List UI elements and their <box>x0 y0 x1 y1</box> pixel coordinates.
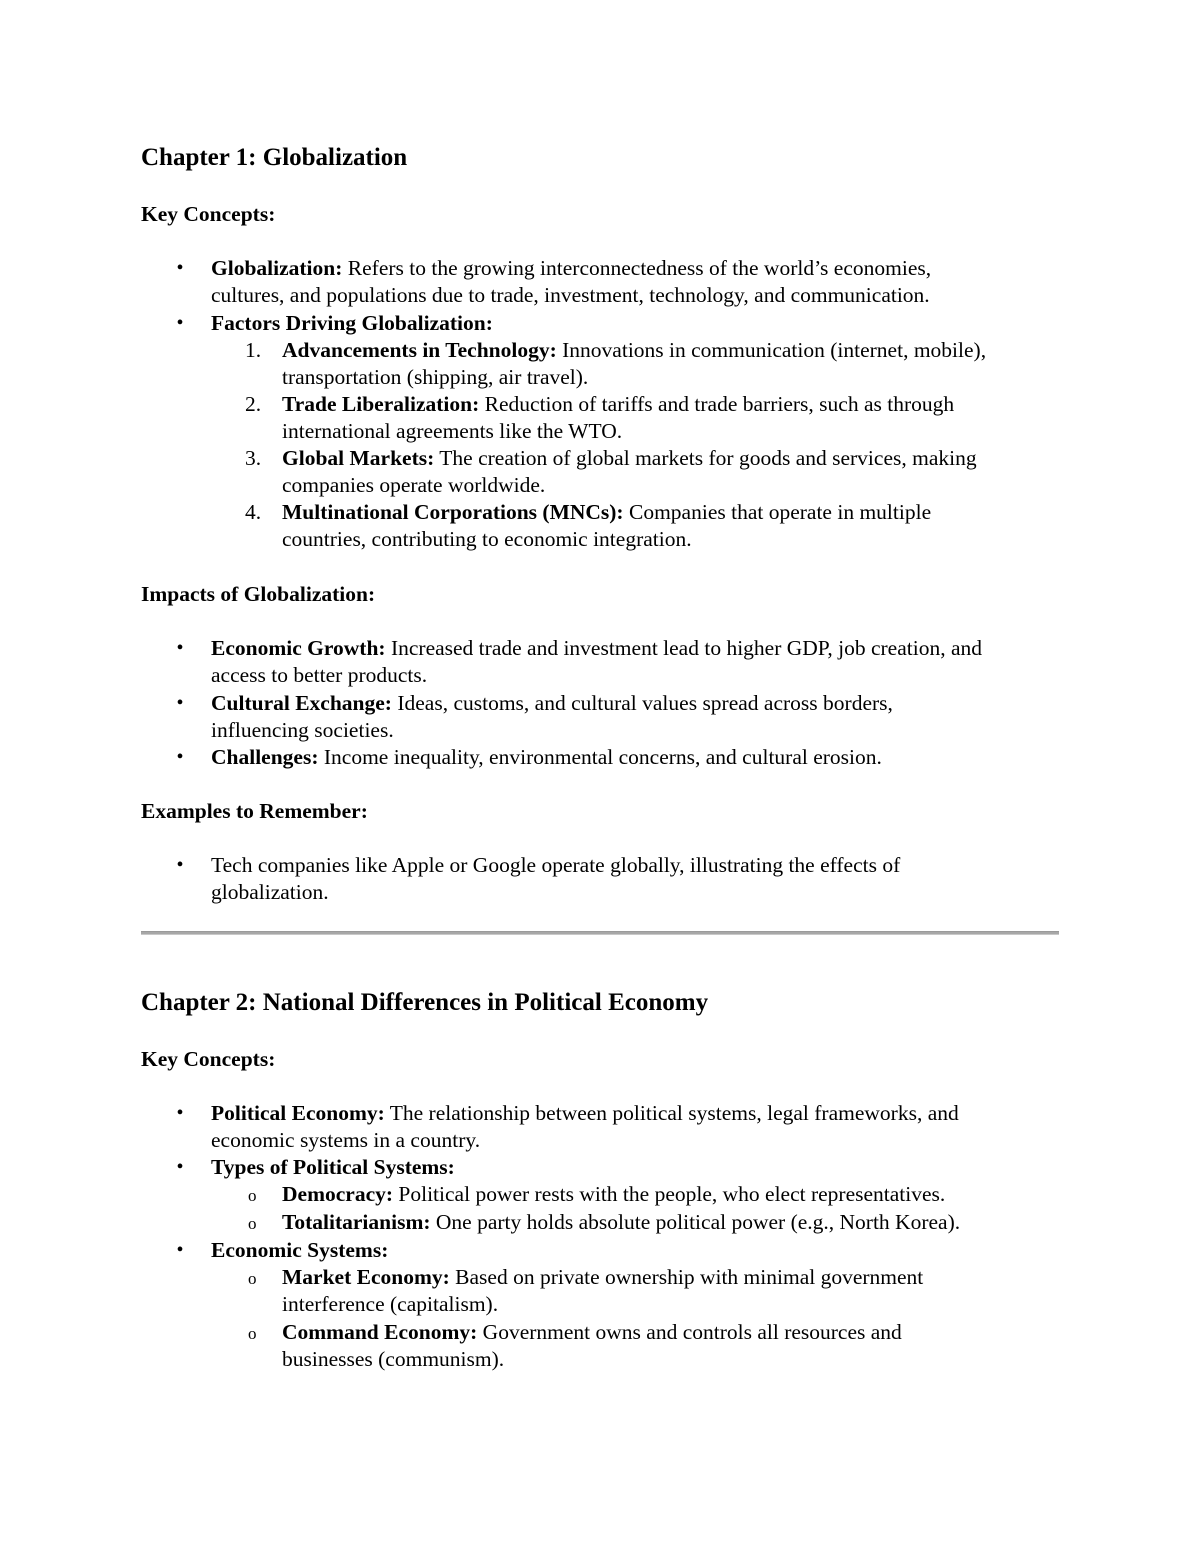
term: Multinational Corporations (MNCs): <box>282 500 624 524</box>
definition-line: Political power rests with the people, who elect representatives. <box>393 1182 946 1206</box>
list-item-global-markets <box>282 445 1072 499</box>
bullet-icon: • <box>176 257 184 279</box>
definition-line: countries, contributing to economic integration. <box>282 527 692 551</box>
list-number: 2. <box>245 392 262 416</box>
chapter-1-key-concepts-heading: Key Concepts: <box>141 202 276 226</box>
example-line: Tech companies like Apple or Google operate globally, illustrating the effects of <box>211 853 901 877</box>
term-types-of-political-systems: Types of Political Systems: <box>211 1155 455 1179</box>
examples-heading: Examples to Remember: <box>141 799 368 823</box>
definition-line: transportation (shipping, air travel). <box>282 365 589 389</box>
list-item-market-economy <box>282 1264 1072 1318</box>
bullet-icon: • <box>176 746 184 768</box>
definition-line: international agreements like the WTO. <box>282 419 623 443</box>
definition-line: influencing societies. <box>211 718 394 742</box>
impacts-heading: Impacts of Globalization: <box>141 582 376 606</box>
list-item-democracy <box>282 1181 1072 1208</box>
list-item-advancements-in-technology <box>282 337 1072 391</box>
bullet-icon: • <box>176 312 184 334</box>
list-item-command-economy <box>282 1319 1072 1373</box>
term: Challenges: <box>211 745 319 769</box>
bullet-icon: • <box>176 854 184 876</box>
circle-bullet-icon: o <box>248 1186 257 1205</box>
term: Command Economy: <box>282 1320 478 1344</box>
bullet-icon: • <box>176 1239 184 1261</box>
list-item-totalitarianism <box>282 1209 1072 1236</box>
definition-line: Income inequality, environmental concerns, and cultural erosion. <box>318 745 882 769</box>
list-number: 1. <box>245 338 262 362</box>
term: Cultural Exchange: <box>211 691 392 715</box>
list-item-trade-liberalization <box>282 391 1072 445</box>
bullet-icon: • <box>176 1156 184 1178</box>
term: Global Markets: <box>282 446 435 470</box>
bullet-icon: • <box>176 637 184 659</box>
bullet-icon: • <box>176 1102 184 1124</box>
term: Democracy: <box>282 1182 394 1206</box>
term: Advancements in Technology: <box>282 338 557 362</box>
definition-line: Refers to the growing interconnectedness of the world’s economies, <box>342 256 932 280</box>
chapter-2-title: Chapter 2: National Differences in Political Economy <box>141 989 709 1016</box>
list-number: 3. <box>245 446 262 470</box>
definition-line: Reduction of tariffs and trade barriers, such as through <box>479 392 955 416</box>
term: Totalitarianism: <box>282 1210 431 1234</box>
list-item-political-economy <box>211 1100 1071 1154</box>
definition-line: Innovations in communication (internet, mobile), <box>556 338 987 362</box>
definition-line: One party holds absolute political power (e.g., North Korea). <box>430 1210 961 1234</box>
definition-line: access to better products. <box>211 663 428 687</box>
chapter-2-key-concepts-heading: Key Concepts: <box>141 1047 276 1071</box>
definition-line: cultures, and populations due to trade, investment, technology, and communication. <box>211 283 930 307</box>
list-item-economic-growth <box>211 635 1071 689</box>
definition-line: The relationship between political systems, legal frameworks, and <box>384 1101 959 1125</box>
definition-line: Based on private ownership with minimal government <box>449 1265 924 1289</box>
term: Economic Growth: <box>211 636 386 660</box>
definition-line: The creation of global markets for goods and services, making <box>434 446 977 470</box>
definition-line: economic systems in a country. <box>211 1128 481 1152</box>
circle-bullet-icon: o <box>248 1214 257 1233</box>
circle-bullet-icon: o <box>248 1324 257 1343</box>
example-line: globalization. <box>211 880 329 904</box>
circle-bullet-icon: o <box>248 1269 257 1288</box>
term-globalization: Globalization: <box>211 256 343 280</box>
term-economic-systems: Economic Systems: <box>211 1238 389 1262</box>
definition-line: Increased trade and investment lead to higher GDP, job creation, and <box>385 636 983 660</box>
list-item-multinational-corporations <box>282 499 1072 553</box>
definition-line: Ideas, customs, and cultural values spread across borders, <box>391 691 893 715</box>
list-item-cultural-exchange <box>211 690 1071 744</box>
term: Trade Liberalization: <box>282 392 480 416</box>
term: Political Economy: <box>211 1101 385 1125</box>
bullet-icon: • <box>176 692 184 714</box>
horizontal-divider <box>141 931 1059 935</box>
definition-line: businesses (communism). <box>282 1347 505 1371</box>
list-number: 4. <box>245 500 262 524</box>
list-item-example <box>211 852 1071 906</box>
definition-line: companies operate worldwide. <box>282 473 546 497</box>
term-factors-driving-globalization: Factors Driving Globalization: <box>211 311 493 335</box>
definition-line: interference (capitalism). <box>282 1292 499 1316</box>
list-item-challenges <box>211 744 1071 771</box>
definition-line: Companies that operate in multiple <box>623 500 932 524</box>
term: Market Economy: <box>282 1265 450 1289</box>
chapter-1-title: Chapter 1: Globalization <box>141 144 408 171</box>
definition-line: Government owns and controls all resources and <box>477 1320 902 1344</box>
list-item-globalization <box>211 255 1071 309</box>
